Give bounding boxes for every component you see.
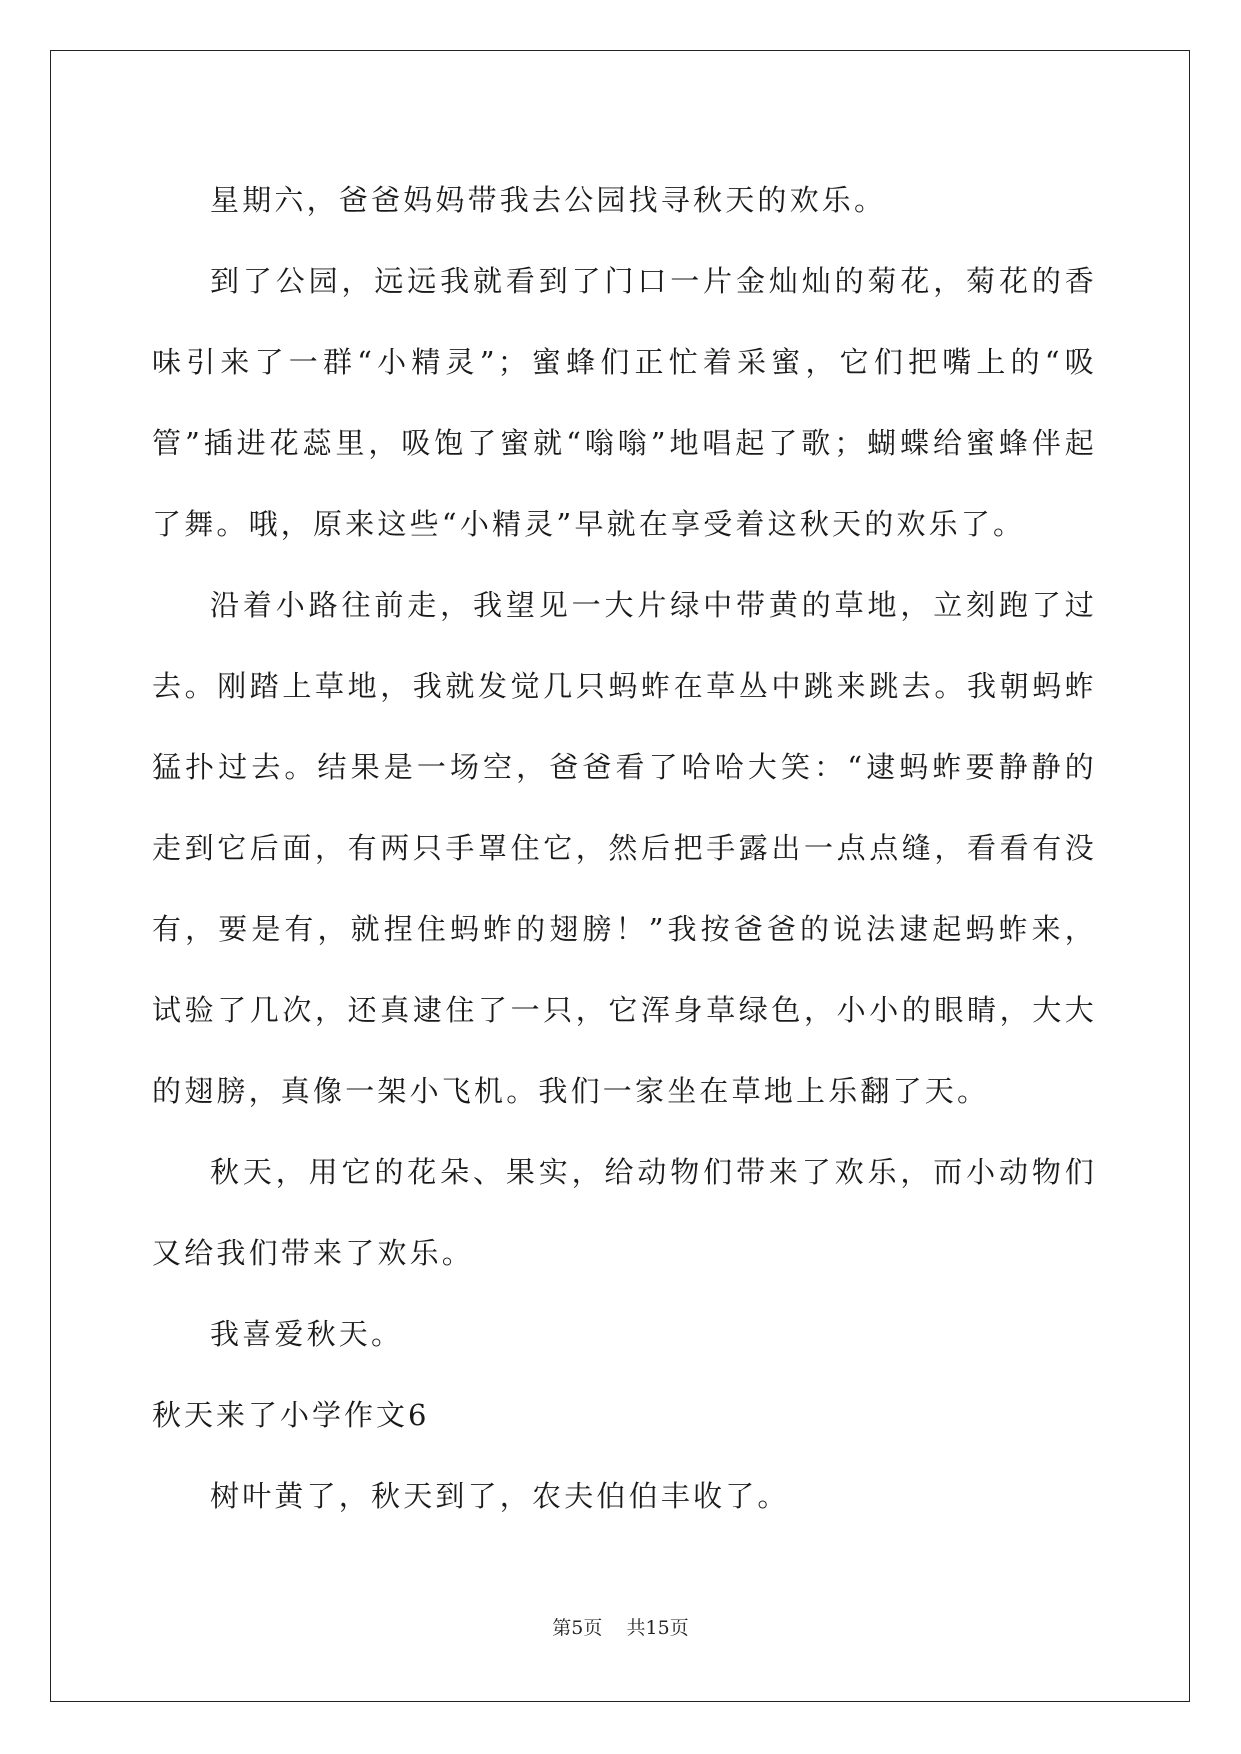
paragraph: 树叶黄了，秋天到了，农夫伯伯丰收了。 bbox=[210, 1479, 790, 1513]
paragraph: 秋天，用它的花朵、果实，给动物们带来了欢乐，而小动物们又给我们带来了欢乐。 bbox=[152, 1155, 1097, 1270]
page-footer bbox=[0, 1613, 1241, 1640]
section-heading: 秋天来了小学作文6 bbox=[152, 1398, 430, 1432]
paragraph: 到了公园，远远我就看到了门口一片金灿灿的菊花，菊花的香味引来了一群“小精灵”；蜜蜂们正忙着采蜜，它们把嘴上的“吸管”插进花蕊里，吸饱了蜜就“嗡嗡”地唱起了歌；蝴蝶给蜜蜂伴起了舞。哦，原来这些“小精灵”早就在享受着这秋天的欢乐了。 bbox=[152, 264, 1097, 541]
page-total: 共15页 bbox=[626, 1617, 689, 1639]
document-body bbox=[152, 160, 1097, 1537]
page-number: 第5页 bbox=[552, 1617, 603, 1639]
paragraph: 沿着小路往前走，我望见一大片绿中带黄的草地，立刻跑了过去。刚踏上草地，我就发觉几只蚂蚱在草丛中跳来跳去。我朝蚂蚱猛扑过去。结果是一场空，爸爸看了哈哈大笑：“逮蚂蚱要静静的走到它后面，有两只手罩住它，然后把手露出一点点缝，看看有没有，要是有，就捏住蚂蚱的翅膀！”我按爸爸的说法逮起蚂蚱来，试验了几次，还真逮住了一只，它浑身草绿色，小小的眼睛，大大的翅膀，真像一架小飞机。我们一家坐在草地上乐翻了天。 bbox=[152, 588, 1097, 1108]
paragraph: 星期六，爸爸妈妈带我去公园找寻秋天的欢乐。 bbox=[210, 183, 887, 217]
paragraph: 我喜爱秋天。 bbox=[210, 1317, 404, 1351]
